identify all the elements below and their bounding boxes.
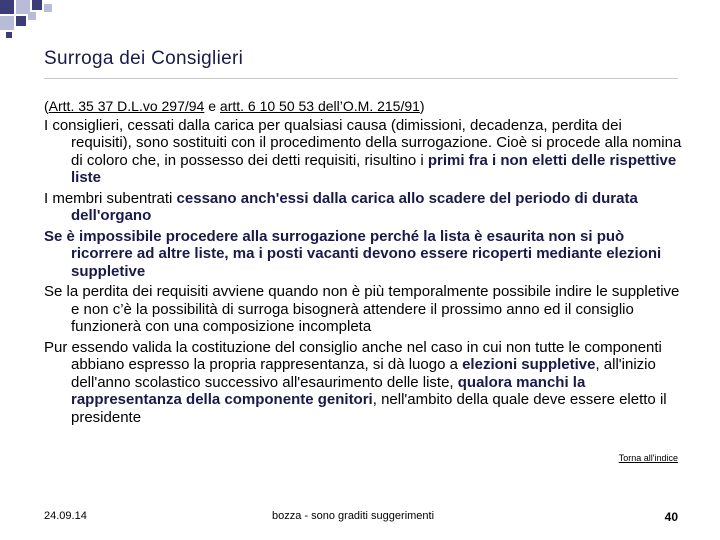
p5-text: Pur essendo valida la costituzione del consiglio anche nel caso in cui non tutte le componenti abbiano espresso la propria rappresentanza, si dà luogo a <box>44 338 662 373</box>
paragraph-5 <box>44 339 684 427</box>
ref-close-paren: ) <box>419 98 425 114</box>
p5-text-3: , nell'ambito della quale deve essere eletto il presidente <box>71 391 667 426</box>
ref-open-paren: ( <box>44 98 49 114</box>
p1-highlight: primi fra i non eletti delle rispettive liste <box>71 151 677 186</box>
footer-date: 24.09.14 <box>44 510 87 522</box>
footer-note: bozza - sono graditi suggerimenti <box>272 510 435 522</box>
corner-decoration <box>0 0 60 40</box>
paragraph-1 <box>44 117 684 187</box>
slide-body <box>44 98 684 429</box>
paragraph-3 <box>44 228 684 281</box>
p3-highlight: Se è impossibile procedere alla surrogazione perché la lista è esaurita non si può ricorrere ad altre liste, ma i posti vacanti devono essere ricoperti mediante elezioni suppletive <box>44 227 662 280</box>
legal-reference <box>44 98 684 116</box>
back-to-index-link[interactable]: Torna all'indice <box>618 453 678 463</box>
p5-highlight-1: elezioni suppletive <box>462 356 596 373</box>
paragraph-2 <box>44 190 684 225</box>
p2-text: I membri subentrati <box>44 189 177 207</box>
title-divider <box>44 78 678 79</box>
p1-text: I consiglieri, cessati dalla carica per qualsiasi causa (dimissioni, decadenza, perdita dei requisiti), sono sostituiti con il procedimento della surrogazione. Cioè si procede alla nomina di coloro che, in possesso dei detti requisiti, risultino i <box>44 116 682 169</box>
paragraph-4 <box>44 283 684 336</box>
p2-highlight: cessano anch'essi dalla carica allo scadere del periodo di durata dell'organo <box>71 189 638 224</box>
ref-connector: e <box>204 98 220 114</box>
p5-text-2: , all'inizio dell'anno scolastico successivo all'esaurimento delle liste, <box>71 356 656 391</box>
ref-link-dlvo[interactable]: Artt. 35 37 D.L.vo 297/94 <box>48 98 205 114</box>
page-number: 40 <box>664 510 678 524</box>
slide-title: Surroga dei Consiglieri <box>44 48 244 69</box>
p5-highlight-2: qualora manchi la rappresentanza della componente genitori <box>71 373 586 408</box>
ref-link-om[interactable]: artt. 6 10 50 53 dell’O.M. 215/91 <box>219 98 420 114</box>
p4-text: Se la perdita dei requisiti avviene quando non è più temporalmente possibile indire le suppletive e non c’è la possibilità di surroga bisognerà attendere il prossimo anno ed il consiglio funzionerà con una composizione incompleta <box>44 283 680 335</box>
